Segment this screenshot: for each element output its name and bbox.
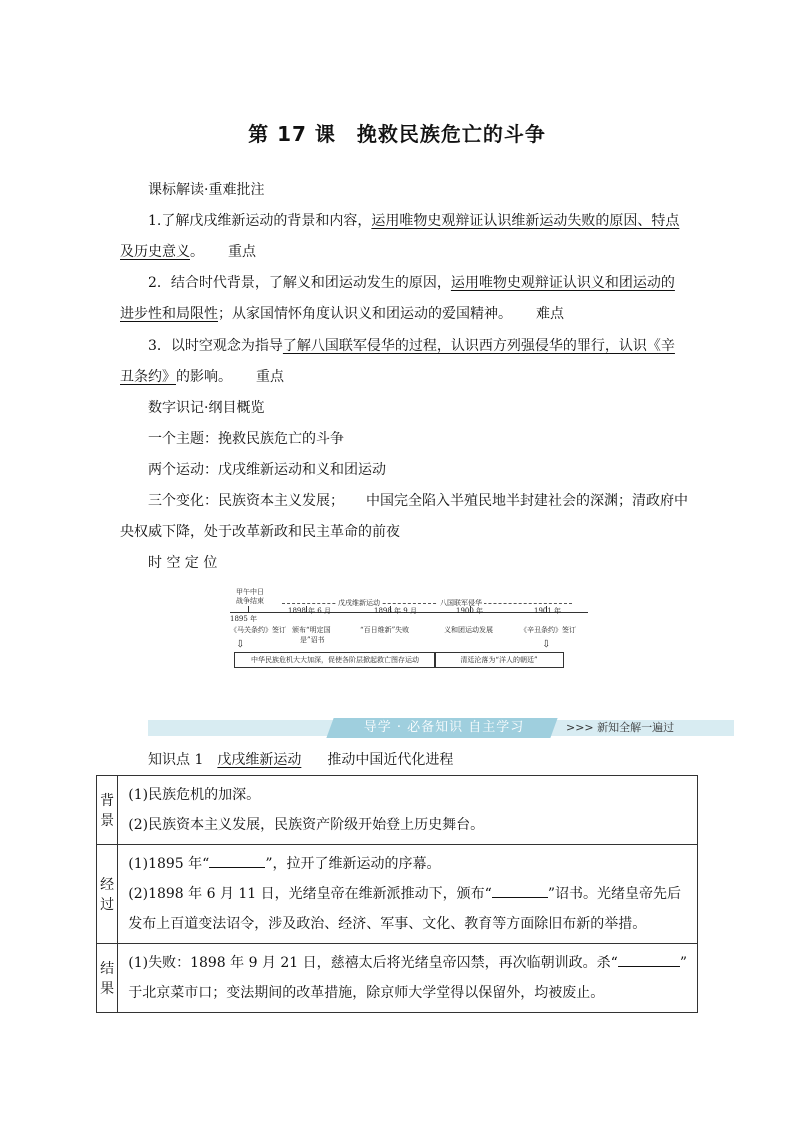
knowledge-point-heading: [148, 750, 453, 770]
fill-in-blank[interactable]: [618, 954, 680, 967]
content-line: [128, 948, 687, 978]
overview-three-line-2: 央权威下降，处于改革新政和民主革命的前夜: [120, 524, 400, 540]
knowledge-point-note: 推动中国近代化进程: [327, 752, 454, 768]
timeline-event: 义和团运动发展: [444, 626, 493, 634]
table-row: [97, 776, 698, 845]
timeline-event: 《辛丑条约》签订: [520, 626, 576, 634]
standard-1-text-2: 。: [190, 244, 204, 260]
section-heading-timeline: 时 空 定 位: [148, 555, 218, 571]
timeline-label-war-1: 甲午中日: [236, 588, 264, 596]
timeline-dashed-line: [282, 603, 572, 604]
standard-1-underlined-2: 及历史意义: [120, 244, 190, 260]
timeline-year: 1898 年 6 月: [288, 607, 331, 615]
row-content-result: [118, 944, 698, 1013]
standard-2-line-2: [120, 304, 680, 324]
timeline-tick: [248, 606, 249, 612]
fill-in-blank[interactable]: [209, 855, 265, 868]
overview-three-a: 三个变化：民族资本主义发展；: [148, 493, 344, 509]
standard-2-underlined: 运用唯物史观辩证认识义和团运动的: [450, 275, 675, 291]
page-title: 第 17 课 挽救民族危亡的斗争: [248, 122, 546, 146]
standard-3-underlined-2: 丑条约》: [120, 369, 176, 385]
overview-two: 两个运动：戊戌维新运动和义和团运动: [148, 462, 386, 478]
timeline-year: 1901 年: [534, 607, 562, 615]
content-line: (1)民族危机的加深。: [128, 787, 261, 803]
down-arrow-icon: ⇩: [236, 639, 245, 650]
standard-3-tag: 重点: [256, 369, 284, 385]
fill-in-blank[interactable]: [492, 885, 548, 898]
content-line: [128, 879, 687, 909]
timeline-year: 1898 年 9 月: [374, 607, 417, 615]
standard-1-line-1: [148, 211, 708, 231]
standard-2-text: 2．结合时代背景，了解义和团运动发生的原因，: [148, 275, 451, 291]
row-label-process: 经过: [97, 845, 118, 944]
standard-2-underlined-2: 进步性和局限性: [120, 306, 218, 322]
standard-3-line-2: [120, 367, 680, 387]
timeline-box-left: 中华民族危机大大加深，促使各阶层掀起救亡图存运动: [234, 652, 436, 668]
content-line: (2)民族资本主义发展，民族资产阶级开始登上历史舞台。: [128, 817, 485, 833]
content-line: 发布上百道变法诏令，涉及政治、经济、军事、文化、教育等方面除旧布新的举措。: [128, 916, 647, 932]
knowledge-table: [96, 775, 698, 1013]
content-text: (2)1898 年 6 月 11 日，光绪皇帝在维新派推动下，颁布“: [128, 886, 492, 902]
standard-2-text-2: ；从家国情怀角度认识义和团运动的爱国精神。: [218, 306, 512, 322]
row-content-background: [118, 776, 698, 845]
down-arrow-icon: ⇩: [542, 639, 551, 650]
standard-3-underlined: 了解八国联军侵华的过程，认识西方列强侵华的罪行，认识《辛: [282, 338, 675, 354]
section-banner-title: 导学 · 必备知识 自主学习: [363, 720, 525, 735]
overview-three-b: 中国完全陷入半殖民地半封建社会的深渊；清政府中: [366, 493, 688, 509]
section-banner-subtitle: >>> 新知全解一遍过: [566, 721, 675, 734]
knowledge-point-name: 戊戌维新运动: [217, 752, 302, 768]
overview-three-line-1: [148, 491, 688, 511]
section-heading-standards: 课标解读·重难批注: [148, 182, 265, 198]
timeline-box-right: 清廷沦落为“洋人的朝廷”: [434, 652, 564, 668]
timeline-event: 《马关条约》签订: [230, 626, 286, 634]
standard-3-text-2: 的影响。: [176, 369, 232, 385]
content-text: (1)1895 年“: [128, 856, 210, 872]
timeline-figure: [230, 588, 590, 668]
standard-1-text: 1.了解戊戌维新运动的背景和内容，: [148, 213, 372, 229]
knowledge-point-label: 知识点 1: [148, 752, 204, 768]
standard-1-underlined: 运用唯物史观辩证认识维新运动失败的原因、特点: [371, 213, 680, 229]
standard-1-line-2: [120, 242, 680, 262]
timeline-event: “百日维新”失败: [360, 626, 410, 634]
timeline-label-invasion: 八国联军侵华: [440, 599, 482, 607]
content-text: ”诏书。光绪皇帝先后: [547, 886, 681, 902]
overview-one: 一个主题：挽救民族危亡的斗争: [148, 431, 344, 447]
content-text: (1)失败：1898 年 9 月 21 日，慈禧太后将光绪皇帝囚禁，再次临朝训政。杀“: [128, 955, 618, 971]
timeline-event: 颁布“明定国: [292, 626, 331, 634]
content-line: [128, 849, 687, 879]
timeline-label-reform: 戊戌维新运动: [338, 599, 380, 607]
standard-2-tag: 难点: [536, 306, 564, 322]
standard-2-line-1: [148, 273, 708, 293]
content-text: ”: [679, 955, 687, 971]
timeline-year: 1900 年: [456, 607, 484, 615]
standard-3-text: 3．以时空观念为指导: [148, 338, 283, 354]
row-label-result: 结果: [97, 944, 118, 1013]
row-label-background: 背景: [97, 776, 118, 845]
section-heading-overview: 数字识记·纲目概览: [148, 400, 265, 416]
table-row: [97, 845, 698, 944]
row-content-process: [118, 845, 698, 944]
standard-1-tag: 重点: [228, 244, 256, 260]
content-line: 于北京菜市口；变法期间的改革措施，除京师大学堂得以保留外，均被废止。: [128, 985, 605, 1001]
timeline-event: 是”诏书: [300, 636, 325, 644]
content-text: ”，拉开了维新运动的序幕。: [265, 856, 441, 872]
table-row: [97, 944, 698, 1013]
timeline-year: 1895 年: [230, 615, 258, 623]
timeline-label-war-2: 战争结束: [236, 597, 264, 605]
standard-3-line-1: [148, 336, 708, 356]
